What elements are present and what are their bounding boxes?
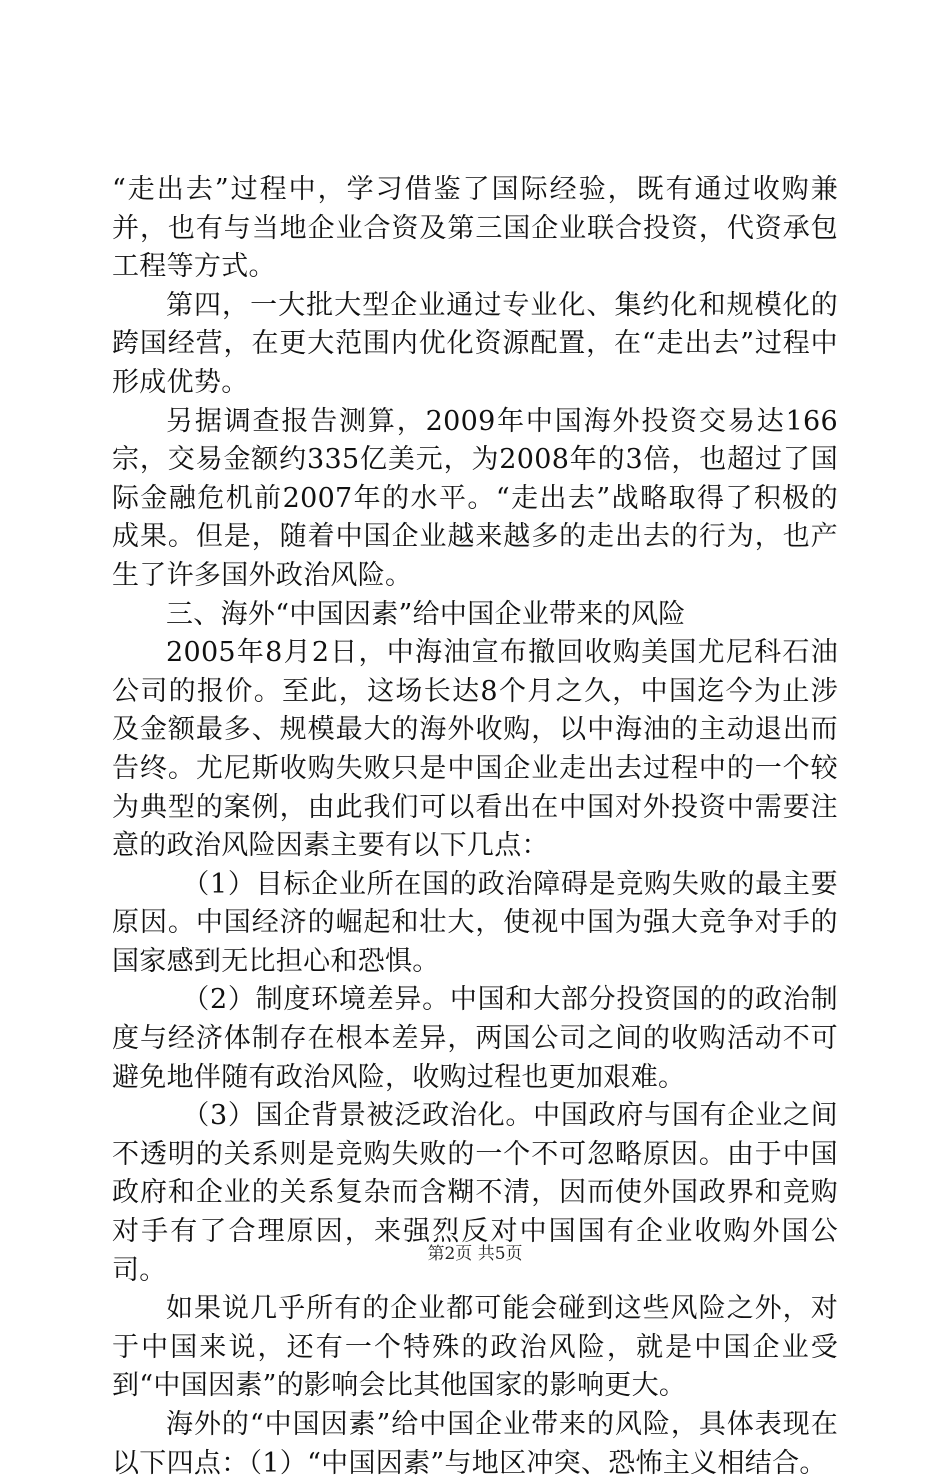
paragraph-cnooc-case: 2005年8月2日，中海油宣布撤回收购美国尤尼科石油公司的报价。至此，这场长达8个月之久，中国迄今为止涉及金额最多、规模最大的海外收购，以中海油的主动退出而告终。尤尼斯收购失败只是中国企业走出去过程中的一个较为典型的案例，由此我们可以看出在中国对外投资中需要注意的政治风险因素主要有以下几点： xyxy=(112,637,838,862)
section-heading: 三、海外“中国因素”给中国企业带来的风险 xyxy=(166,598,686,630)
paragraph-risk-item-3: （3）国企背景被泛政治化。中国政府与国有企业之间不透明的关系则是竞购失败的一个不可忽略原因。由于中国政府和企业的关系复杂而含糊不清，因而使外国政界和竞购对手有了合理原因，来强烈反对中国国有企业收购外国公司。 xyxy=(112,1100,838,1286)
paragraph-continuation: “走出去”过程中，学习借鉴了国际经验，既有通过收购兼并，也有与当地企业合资及第三国企业联合投资，代资承包工程等方式。 xyxy=(112,174,838,283)
paragraph-investment-stats: 另据调查报告测算，2009年中国海外投资交易达166宗，交易金额约335亿美元，为2008年的3倍，也超过了国际金融危机前2007年的水平。“走出去”战略取得了积极的成果。但是，随着中国企业越来越多的走出去的行为，也产生了许多国外政治风险。 xyxy=(112,405,838,591)
paragraph-risk-item-2: （2）制度环境差异。中国和大部分投资国的的政治制度与经济体制存在根本差异，两国公司之间的收购活动不可避免地伴随有政治风险，收购过程也更加艰难。 xyxy=(112,984,838,1093)
paragraph-special-risk: 如果说几乎所有的企业都可能会碰到这些风险之外，对于中国来说，还有一个特殊的政治风险，就是中国企业受到“中国因素”的影响会比其他国家的影响更大。 xyxy=(112,1293,838,1402)
page-number-footer: 第2页 共5页 xyxy=(427,1244,523,1264)
paragraph-china-factor: 海外的“中国因素”给中国企业带来的风险，具体表现在以下四点：（1）“中国因素”与地区冲突、恐怖主义相结合。 xyxy=(112,1409,838,1479)
paragraph-risk-item-1: （1）目标企业所在国的政治障碍是竞购失败的最主要原因。中国经济的崛起和壮大，使视中国为强大竞争对手的国家感到无比担心和恐惧。 xyxy=(112,868,838,977)
paragraph-fourth-point: 第四，一大批大型企业通过专业化、集约化和规模化的跨国经营，在更大范围内优化资源配置，在“走出去”过程中形成优势。 xyxy=(112,289,838,398)
document-body xyxy=(112,171,838,1483)
